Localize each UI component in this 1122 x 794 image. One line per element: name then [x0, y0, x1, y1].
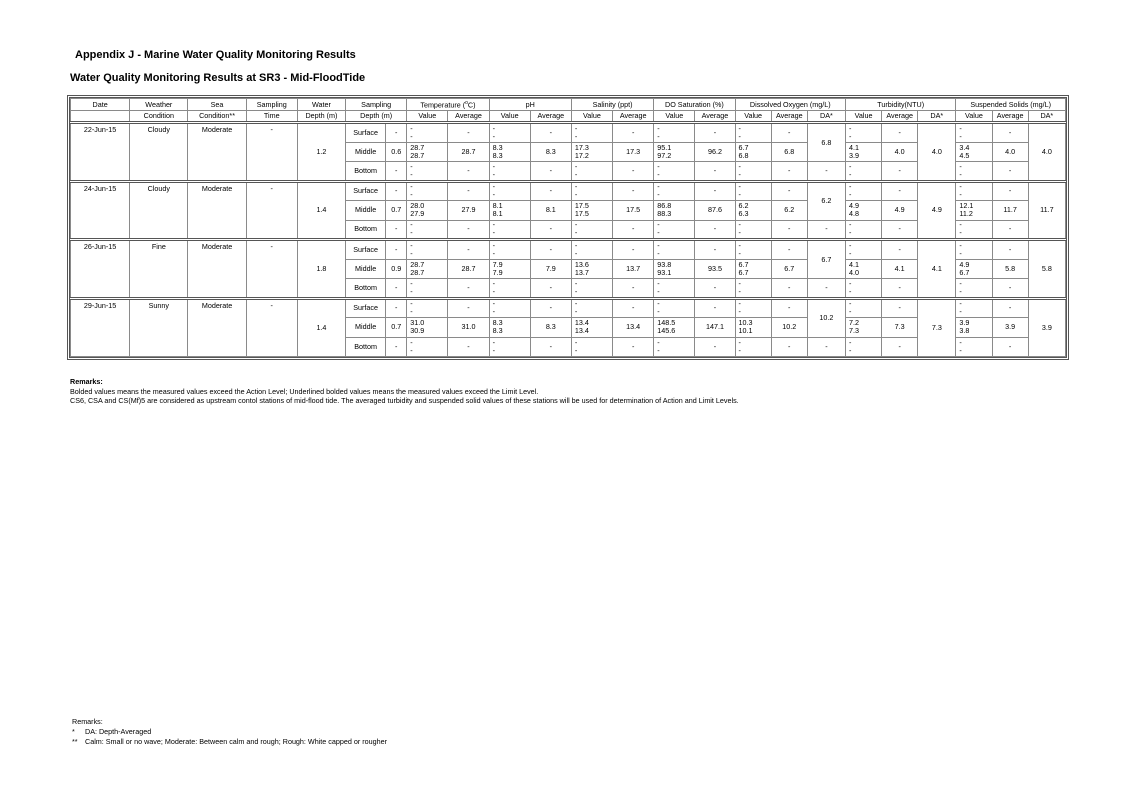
do-saturation-values: 95.1 97.2 — [654, 142, 695, 162]
header-value: Value — [956, 111, 992, 123]
header-weather: Weather — [130, 99, 188, 111]
layer-depth-cell: - — [386, 240, 407, 260]
temperature-average: 31.0 — [448, 318, 489, 338]
header-da: DA* — [918, 111, 956, 123]
do-saturation-average: - — [695, 123, 735, 143]
salinity-average: 17.5 — [613, 201, 654, 221]
temperature-average: - — [448, 240, 489, 260]
do-depth-averaged-bottom: - — [807, 220, 845, 240]
header-do-saturation: DO Saturation (%) — [654, 99, 735, 111]
do-average: 6.7 — [771, 259, 807, 279]
temperature-values: 31.0 30.9 — [407, 318, 448, 338]
temperature-values: - - — [407, 162, 448, 182]
header-sampling-time-2: Time — [246, 111, 297, 123]
ph-average: - — [530, 279, 571, 299]
layer-name-cell: Bottom — [346, 337, 386, 357]
do-values: 6.2 6.3 — [735, 201, 771, 221]
temperature-average: - — [448, 220, 489, 240]
header-ph: pH — [489, 99, 571, 111]
ph-values: 8.1 8.1 — [489, 201, 530, 221]
do-values: - - — [735, 123, 771, 143]
ph-average: - — [530, 298, 571, 318]
ph-values: 7.9 7.9 — [489, 259, 530, 279]
water-depth-cell: 1.8 — [297, 240, 345, 299]
turbidity-values: - - — [845, 298, 881, 318]
do-saturation-average: 96.2 — [695, 142, 735, 162]
temperature-values: - - — [407, 279, 448, 299]
salinity-values: - - — [571, 181, 612, 201]
do-depth-averaged: 6.7 — [807, 240, 845, 279]
do-average: - — [771, 240, 807, 260]
turbidity-depth-averaged: 7.3 — [918, 298, 956, 357]
layer-name-cell: Middle — [346, 201, 386, 221]
header-average: Average — [695, 111, 735, 123]
sea-cell: Moderate — [188, 123, 246, 182]
turbidity-values: - - — [845, 220, 881, 240]
ss-values: - - — [956, 298, 992, 318]
turbidity-values: 4.1 4.0 — [845, 259, 881, 279]
table-header — [71, 99, 1066, 123]
do-saturation-average: 93.5 — [695, 259, 735, 279]
layer-depth-cell: - — [386, 298, 407, 318]
do-depth-averaged: 6.2 — [807, 181, 845, 220]
turbidity-values: - - — [845, 162, 881, 182]
header-suspended-solids: Suspended Solids (mg/L) — [956, 99, 1066, 111]
do-average: - — [771, 279, 807, 299]
do-values: - - — [735, 298, 771, 318]
layer-name-cell: Surface — [346, 181, 386, 201]
temperature-average: 27.9 — [448, 201, 489, 221]
do-values: 10.3 10.1 — [735, 318, 771, 338]
ss-average: - — [992, 181, 1028, 201]
temperature-average: 28.7 — [448, 259, 489, 279]
temperature-average: - — [448, 279, 489, 299]
do-average: 6.8 — [771, 142, 807, 162]
ss-values: - - — [956, 240, 992, 260]
salinity-average: - — [613, 162, 654, 182]
do-average: 6.2 — [771, 201, 807, 221]
turbidity-average: - — [882, 337, 918, 357]
footnote-da: * DA: Depth-Averaged — [72, 727, 152, 736]
ss-average: - — [992, 279, 1028, 299]
header-value: Value — [654, 111, 695, 123]
sampling-time-cell: - — [246, 181, 297, 240]
ss-values: - - — [956, 123, 992, 143]
do-saturation-average: - — [695, 220, 735, 240]
do-saturation-values: 148.5 145.6 — [654, 318, 695, 338]
header-salinity: Salinity (ppt) — [571, 99, 653, 111]
salinity-values: 17.3 17.2 — [571, 142, 612, 162]
turbidity-average: - — [882, 279, 918, 299]
layer-depth-cell: 0.7 — [386, 318, 407, 338]
do-saturation-values: 93.8 93.1 — [654, 259, 695, 279]
header-temperature: Temperature ($^o$C) — [407, 99, 489, 111]
sampling-time-cell: - — [246, 123, 297, 182]
salinity-average: - — [613, 220, 654, 240]
turbidity-average: - — [882, 123, 918, 143]
turbidity-values: 7.2 7.3 — [845, 318, 881, 338]
ph-average: - — [530, 337, 571, 357]
do-saturation-values: - - — [654, 123, 695, 143]
layer-depth-cell: - — [386, 162, 407, 182]
turbidity-values: 4.1 3.9 — [845, 142, 881, 162]
temperature-values: 28.7 28.7 — [407, 259, 448, 279]
ph-average: 8.1 — [530, 201, 571, 221]
footnotes-block — [72, 717, 387, 747]
do-values: 6.7 6.8 — [735, 142, 771, 162]
remarks-heading: Remarks: — [70, 377, 103, 386]
salinity-average: - — [613, 298, 654, 318]
weather-cell: Cloudy — [130, 123, 188, 182]
layer-name-cell: Bottom — [346, 220, 386, 240]
temperature-values: 28.0 27.9 — [407, 201, 448, 221]
results-table-frame — [67, 95, 1069, 360]
layer-depth-cell: - — [386, 123, 407, 143]
do-values: - - — [735, 220, 771, 240]
weather-cell: Fine — [130, 240, 188, 299]
layer-name-cell: Middle — [346, 318, 386, 338]
ph-values: - - — [489, 337, 530, 357]
layer-depth-cell: - — [386, 337, 407, 357]
salinity-values: 13.6 13.7 — [571, 259, 612, 279]
date-cell: 26-Jun-15 — [71, 240, 130, 299]
turbidity-average: 7.3 — [882, 318, 918, 338]
temperature-values: - - — [407, 337, 448, 357]
do-depth-averaged-bottom: - — [807, 337, 845, 357]
do-depth-averaged-bottom: - — [807, 279, 845, 299]
layer-depth-cell: - — [386, 220, 407, 240]
weather-cell: Cloudy — [130, 181, 188, 240]
ss-average: - — [992, 298, 1028, 318]
do-average: - — [771, 298, 807, 318]
ss-average: - — [992, 337, 1028, 357]
turbidity-values: - - — [845, 181, 881, 201]
ss-depth-averaged: 5.8 — [1028, 240, 1065, 299]
ph-average: 8.3 — [530, 142, 571, 162]
table-row-surface — [71, 240, 1066, 260]
footnotes-heading: Remarks: — [72, 717, 103, 726]
remarks-line: Bolded values means the measured values exceed the Action Level; Underlined bolded values means the measured values exceed the Limit Level. — [70, 386, 539, 396]
ss-values: - - — [956, 181, 992, 201]
salinity-average: - — [613, 337, 654, 357]
do-depth-averaged-bottom: - — [807, 162, 845, 182]
ph-average: 8.3 — [530, 318, 571, 338]
header-average: Average — [448, 111, 489, 123]
date-cell: 22-Jun-15 — [71, 123, 130, 182]
turbidity-average: - — [882, 240, 918, 260]
do-saturation-values: - - — [654, 220, 695, 240]
temperature-average: - — [448, 123, 489, 143]
do-saturation-values: 86.8 88.3 — [654, 201, 695, 221]
temperature-values: - - — [407, 123, 448, 143]
sampling-time-cell: - — [246, 298, 297, 357]
water-depth-cell: 1.4 — [297, 181, 345, 240]
turbidity-depth-averaged: 4.0 — [918, 123, 956, 182]
date-cell: 24-Jun-15 — [71, 181, 130, 240]
ss-values: - - — [956, 337, 992, 357]
salinity-average: - — [613, 123, 654, 143]
ss-average: - — [992, 240, 1028, 260]
salinity-values: 13.4 13.4 — [571, 318, 612, 338]
salinity-average: 13.4 — [613, 318, 654, 338]
salinity-average: 17.3 — [613, 142, 654, 162]
ss-values: 3.9 3.8 — [956, 318, 992, 338]
water-quality-table — [70, 98, 1066, 357]
turbidity-average: - — [882, 220, 918, 240]
do-saturation-values: - - — [654, 337, 695, 357]
date-group — [71, 181, 1066, 240]
header-average: Average — [530, 111, 571, 123]
salinity-values: - - — [571, 337, 612, 357]
ss-values: - - — [956, 279, 992, 299]
ph-average: - — [530, 220, 571, 240]
ph-values: 8.3 8.3 — [489, 142, 530, 162]
table-title: Water Quality Monitoring Results at SR3 - Mid-FloodTide — [70, 72, 366, 84]
sea-cell: Moderate — [188, 181, 246, 240]
header-value: Value — [407, 111, 448, 123]
water-depth-cell: 1.4 — [297, 298, 345, 357]
salinity-values: - - — [571, 240, 612, 260]
ss-values: 4.9 6.7 — [956, 259, 992, 279]
turbidity-values: - - — [845, 123, 881, 143]
table-row-surface — [71, 123, 1066, 143]
layer-depth-cell: - — [386, 279, 407, 299]
ph-values: - - — [489, 279, 530, 299]
header-sea: Sea — [188, 99, 246, 111]
do-depth-averaged: 6.8 — [807, 123, 845, 162]
date-group — [71, 298, 1066, 357]
water-depth-cell: 1.2 — [297, 123, 345, 182]
salinity-values: - - — [571, 279, 612, 299]
ss-values: - - — [956, 162, 992, 182]
ph-average: - — [530, 162, 571, 182]
ph-values: - - — [489, 220, 530, 240]
do-saturation-average: - — [695, 181, 735, 201]
header-weather-2: Condition — [130, 111, 188, 123]
remarks-block — [70, 377, 739, 406]
ph-average: - — [530, 123, 571, 143]
temperature-average: - — [448, 181, 489, 201]
ss-depth-averaged: 11.7 — [1028, 181, 1065, 240]
temperature-average: - — [448, 337, 489, 357]
do-saturation-average: - — [695, 240, 735, 260]
header-da: DA* — [1028, 111, 1065, 123]
header-da: DA* — [807, 111, 845, 123]
do-saturation-average: - — [695, 337, 735, 357]
date-group — [71, 240, 1066, 299]
footnote-sea-condition: ** Calm: Small or no wave; Moderate: Between calm and rough; Rough: White capped or rougher — [72, 737, 388, 746]
header-water-depth: Water — [297, 99, 345, 111]
salinity-average: - — [613, 181, 654, 201]
do-values: - - — [735, 337, 771, 357]
do-saturation-average: - — [695, 298, 735, 318]
header-value: Value — [735, 111, 771, 123]
do-values: - - — [735, 162, 771, 182]
sea-cell: Moderate — [188, 240, 246, 299]
header-value: Value — [845, 111, 881, 123]
turbidity-average: - — [882, 162, 918, 182]
header-average: Average — [771, 111, 807, 123]
turbidity-average: 4.0 — [882, 142, 918, 162]
temperature-average: - — [448, 298, 489, 318]
header-average: Average — [992, 111, 1028, 123]
temperature-average: - — [448, 162, 489, 182]
date-cell: 29-Jun-15 — [71, 298, 130, 357]
layer-name-cell: Surface — [346, 298, 386, 318]
ph-values: - - — [489, 123, 530, 143]
ss-average: - — [992, 220, 1028, 240]
header-sampling-depth-2: Depth (m) — [346, 111, 407, 123]
layer-name-cell: Middle — [346, 142, 386, 162]
table-row-surface — [71, 181, 1066, 201]
ph-values: - - — [489, 162, 530, 182]
layer-name-cell: Bottom — [346, 279, 386, 299]
turbidity-values: - - — [845, 337, 881, 357]
layer-name-cell: Bottom — [346, 162, 386, 182]
turbidity-average: 4.1 — [882, 259, 918, 279]
layer-name-cell: Surface — [346, 240, 386, 260]
turbidity-values: - - — [845, 240, 881, 260]
turbidity-values: - - — [845, 279, 881, 299]
date-group — [71, 123, 1066, 182]
do-saturation-values: - - — [654, 298, 695, 318]
header-sampling-depth: Sampling — [346, 99, 407, 111]
do-saturation-values: - - — [654, 162, 695, 182]
ss-average: - — [992, 123, 1028, 143]
do-saturation-values: - - — [654, 240, 695, 260]
do-average: - — [771, 123, 807, 143]
do-values: - - — [735, 279, 771, 299]
header-sampling-time: Sampling — [246, 99, 297, 111]
do-saturation-average: 147.1 — [695, 318, 735, 338]
salinity-values: - - — [571, 162, 612, 182]
ss-values: 3.4 4.5 — [956, 142, 992, 162]
ph-values: - - — [489, 240, 530, 260]
ph-values: 8.3 8.3 — [489, 318, 530, 338]
header-average: Average — [613, 111, 654, 123]
sampling-time-cell: - — [246, 240, 297, 299]
temperature-values: - - — [407, 240, 448, 260]
turbidity-average: 4.9 — [882, 201, 918, 221]
layer-depth-cell: - — [386, 181, 407, 201]
page-title: Appendix J - Marine Water Quality Monitoring Results — [75, 49, 356, 61]
ph-average: - — [530, 181, 571, 201]
remarks-line: CS6, CSA and CS(Mf)5 are considered as upstream contol stations of mid-flood tide. The averaged turbidity and suspended solid values of these stations will be used for determination of Action and Limit Levels. — [70, 396, 739, 405]
do-saturation-average: - — [695, 162, 735, 182]
layer-depth-cell: 0.6 — [386, 142, 407, 162]
layer-name-cell: Surface — [346, 123, 386, 143]
ph-values: - - — [489, 181, 530, 201]
layer-depth-cell: 0.9 — [386, 259, 407, 279]
header-value: Value — [571, 111, 612, 123]
salinity-average: - — [613, 279, 654, 299]
ss-values: 12.1 11.2 — [956, 201, 992, 221]
sea-cell: Moderate — [188, 298, 246, 357]
ss-average: 3.9 — [992, 318, 1028, 338]
temperature-values: - - — [407, 220, 448, 240]
do-average: - — [771, 181, 807, 201]
header-water-depth-2: Depth (m) — [297, 111, 345, 123]
weather-cell: Sunny — [130, 298, 188, 357]
header-sea-2: Condition** — [188, 111, 246, 123]
temperature-values: - - — [407, 181, 448, 201]
layer-name-cell: Middle — [346, 259, 386, 279]
salinity-average: - — [613, 240, 654, 260]
header-dissolved-oxygen: Dissolved Oxygen (mg/L) — [735, 99, 845, 111]
do-average: - — [771, 337, 807, 357]
turbidity-average: - — [882, 298, 918, 318]
salinity-values: - - — [571, 220, 612, 240]
turbidity-depth-averaged: 4.1 — [918, 240, 956, 299]
header-turbidity: Turbidity(NTU) — [845, 99, 955, 111]
header-date: Date — [71, 99, 130, 111]
do-values: 6.7 6.7 — [735, 259, 771, 279]
turbidity-values: 4.9 4.8 — [845, 201, 881, 221]
temperature-values: 28.7 28.7 — [407, 142, 448, 162]
ss-average: 4.0 — [992, 142, 1028, 162]
salinity-average: 13.7 — [613, 259, 654, 279]
ph-values: - - — [489, 298, 530, 318]
do-average: - — [771, 162, 807, 182]
temperature-average: 28.7 — [448, 142, 489, 162]
do-saturation-values: - - — [654, 279, 695, 299]
ss-average: 11.7 — [992, 201, 1028, 221]
do-average: - — [771, 220, 807, 240]
ph-average: 7.9 — [530, 259, 571, 279]
ss-average: 5.8 — [992, 259, 1028, 279]
do-values: - - — [735, 181, 771, 201]
do-saturation-average: 87.6 — [695, 201, 735, 221]
temperature-values: - - — [407, 298, 448, 318]
ss-average: - — [992, 162, 1028, 182]
header-value: Value — [489, 111, 530, 123]
table-row-surface — [71, 298, 1066, 318]
ss-depth-averaged: 3.9 — [1028, 298, 1065, 357]
do-depth-averaged: 10.2 — [807, 298, 845, 337]
header-average: Average — [882, 111, 918, 123]
ss-values: - - — [956, 220, 992, 240]
turbidity-depth-averaged: 4.9 — [918, 181, 956, 240]
salinity-values: 17.5 17.5 — [571, 201, 612, 221]
layer-depth-cell: 0.7 — [386, 201, 407, 221]
do-values: - - — [735, 240, 771, 260]
salinity-values: - - — [571, 298, 612, 318]
ph-average: - — [530, 240, 571, 260]
ss-depth-averaged: 4.0 — [1028, 123, 1065, 182]
do-saturation-values: - - — [654, 181, 695, 201]
salinity-values: - - — [571, 123, 612, 143]
do-average: 10.2 — [771, 318, 807, 338]
turbidity-average: - — [882, 181, 918, 201]
do-saturation-average: - — [695, 279, 735, 299]
header-date-cont — [71, 111, 130, 123]
